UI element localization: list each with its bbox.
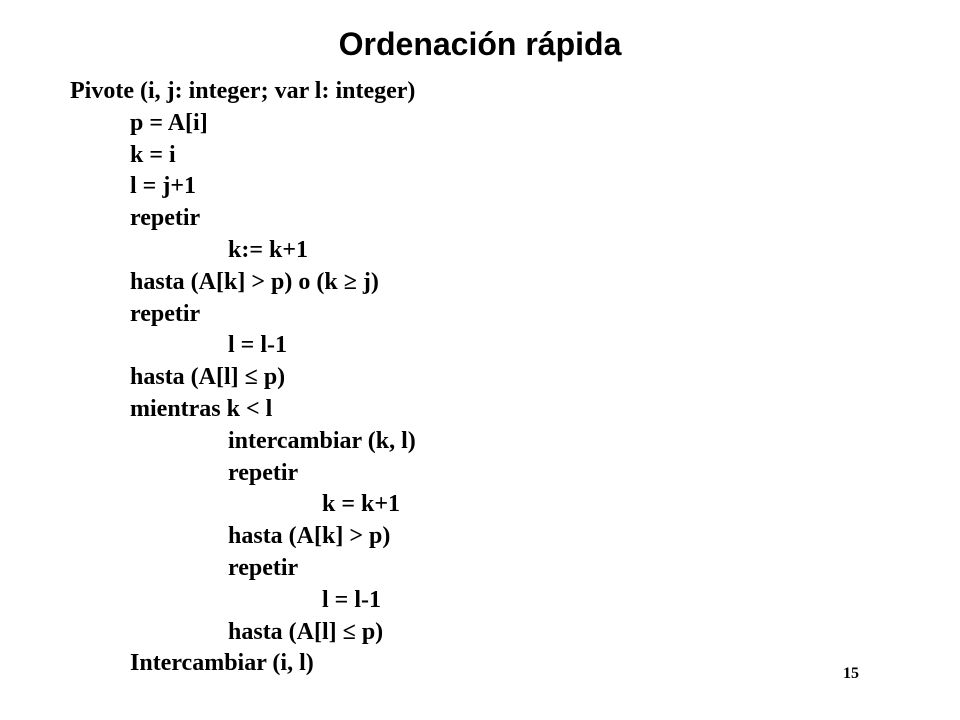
code-line: hasta (A[l] ≤ p)	[228, 618, 384, 645]
code-line: repetir	[228, 554, 299, 581]
code-line: hasta (A[l] ≤ p)	[130, 364, 286, 391]
code-line: mientras k < l	[130, 395, 273, 422]
pseudocode-block	[0, 76, 900, 680]
code-line: p = A[i]	[130, 109, 208, 136]
code-line: k = k+1	[322, 491, 401, 518]
code-line: l = l-1	[228, 332, 288, 359]
slide-title: Ordenación rápida	[338, 26, 622, 62]
page-number: 15	[843, 665, 859, 682]
code-line: l = j+1	[130, 173, 197, 200]
code-line: Intercambiar (i, l)	[130, 650, 314, 677]
code-line: hasta (A[k] > p)	[228, 523, 391, 550]
code-line-function-signature: Pivote (i, j: integer; var l: integer)	[70, 78, 416, 104]
code-line: repetir	[130, 205, 201, 232]
code-line: hasta (A[k] > p) o (k ≥ j)	[130, 268, 379, 295]
code-line: repetir	[130, 300, 201, 327]
code-line: k = i	[130, 141, 176, 168]
code-line: k:= k+1	[228, 236, 309, 263]
code-line: intercambiar (k, l)	[228, 427, 416, 454]
code-line: l = l-1	[322, 586, 382, 613]
code-line: repetir	[228, 459, 299, 486]
